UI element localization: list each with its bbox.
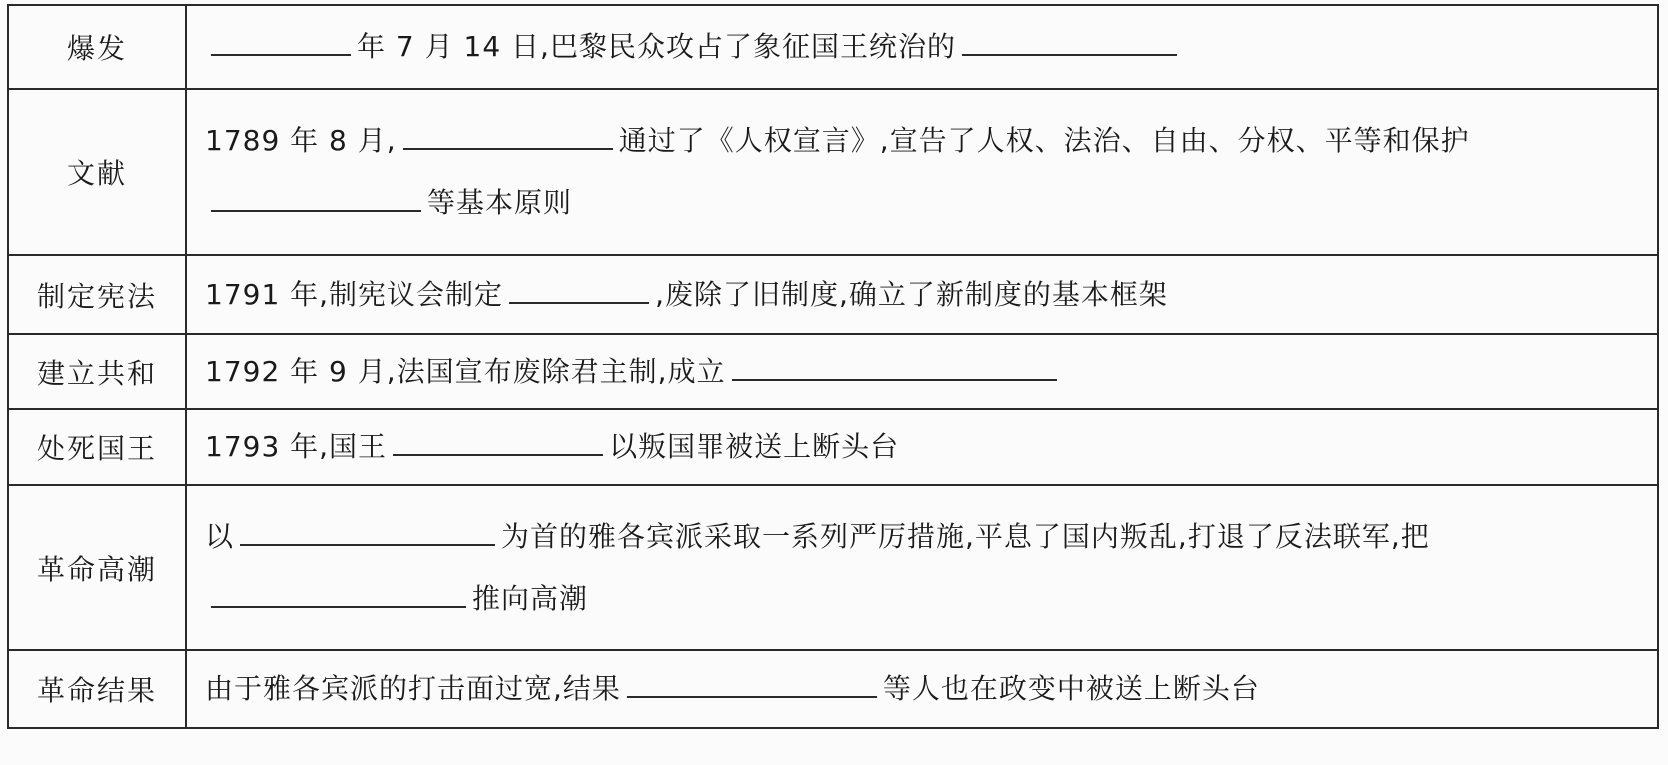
fill-blank[interactable] xyxy=(509,272,649,304)
row-label: 制定宪法 xyxy=(8,255,186,334)
content-text: 为首的雅各宾派采取一系列严厉措施,平息了国内叛乱,打退了反法联军,把 xyxy=(501,519,1430,553)
content-text: 1789 年 8 月, xyxy=(205,124,397,157)
table-row-constitution xyxy=(8,255,1658,334)
row-content xyxy=(186,334,1658,409)
row-label: 爆发 xyxy=(8,5,186,89)
row-content xyxy=(186,255,1658,334)
content-text: 1791 年,制宪议会制定 xyxy=(205,277,504,311)
content-text: 由于雅各宾派的打击面过宽,结果 xyxy=(205,672,621,705)
fill-blank[interactable] xyxy=(211,576,466,608)
fill-blank[interactable] xyxy=(393,424,603,456)
table-row-outbreak xyxy=(8,5,1658,89)
content-text: 等基本原则 xyxy=(427,186,573,219)
row-label: 处死国王 xyxy=(8,409,186,485)
row-content xyxy=(186,485,1658,650)
table-row-document xyxy=(8,89,1658,255)
table-row-result xyxy=(8,650,1658,728)
content-text: 通过了《人权宣言》,宣告了人权、法治、自由、分权、平等和保护 xyxy=(618,124,1470,157)
content-text: 以 xyxy=(205,519,235,553)
table-row-execution xyxy=(8,409,1658,485)
row-label: 文献 xyxy=(8,89,186,255)
fill-blank[interactable] xyxy=(211,180,421,212)
content-text: 以叛国罪被送上断头台 xyxy=(609,430,900,463)
row-content xyxy=(186,650,1658,728)
row-content xyxy=(186,409,1658,485)
row-label: 革命高潮 xyxy=(8,485,186,650)
content-text: 等人也在政变中被送上断头台 xyxy=(882,672,1260,705)
french-revolution-fill-in-table xyxy=(7,4,1659,729)
content-text: 1793 年,国王 xyxy=(205,430,388,463)
row-content xyxy=(186,5,1658,89)
content-text: ,废除了旧制度,确立了新制度的基本框架 xyxy=(655,277,1168,311)
row-label: 革命结果 xyxy=(8,650,186,728)
fill-blank[interactable] xyxy=(962,24,1177,56)
fill-blank[interactable] xyxy=(403,118,613,150)
table-row-republic xyxy=(8,334,1658,409)
fill-blank[interactable] xyxy=(732,349,1057,381)
content-text: 年 7 月 14 日,巴黎民众攻占了象征国王统治的 xyxy=(357,30,956,63)
row-content xyxy=(186,89,1658,255)
fill-blank[interactable] xyxy=(211,24,351,56)
content-text: 1792 年 9 月,法国宣布废除君主制,成立 xyxy=(205,354,726,388)
fill-blank[interactable] xyxy=(627,666,877,698)
table-row-climax xyxy=(8,485,1658,650)
content-text: 推向高潮 xyxy=(472,581,589,615)
row-label: 建立共和 xyxy=(8,334,186,409)
fill-blank[interactable] xyxy=(240,514,495,546)
